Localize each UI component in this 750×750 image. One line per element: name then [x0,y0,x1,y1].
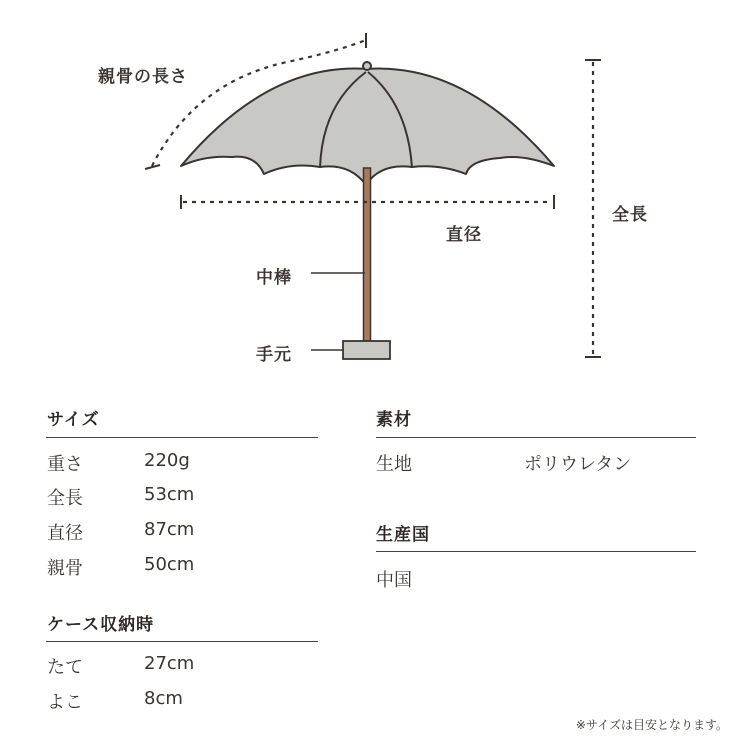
handle-label: 手元 [256,345,292,365]
origin-country: 中国 [376,570,412,591]
spec-row [47,519,317,549]
spec-row [47,484,317,514]
size-disclaimer-note: ※サイズは目安となります。 [575,718,728,732]
origin-section-title: 生産国 [376,525,430,545]
origin-divider [376,551,696,552]
spec-value: 50cm [144,554,195,575]
diameter-label: 直径 [446,225,482,245]
umbrella-handle [343,341,390,359]
material-section-title: 素材 [376,410,412,430]
spec-value: 87cm [144,519,195,540]
material-divider [376,437,696,438]
spec-key: 親骨 [47,558,83,579]
rib-length-label: 親骨の長さ [98,67,188,87]
umbrella-tip [363,62,371,70]
size-section-title: サイズ [47,410,100,430]
umbrella-shaft [364,168,371,344]
spec-row [47,688,317,718]
spec-value: 8cm [144,688,183,709]
spec-value: 53cm [144,484,195,505]
spec-row [47,554,317,584]
spec-key: たて [47,657,83,678]
spec-key: 全長 [47,488,83,509]
spec-value: 220g [144,450,190,471]
total-length-label: 全長 [612,205,648,225]
spec-key: 生地 [376,454,412,475]
origin-value [376,566,696,596]
shaft-label: 中棒 [256,268,292,288]
spec-value: ポリウレタン [524,454,632,475]
case-section-title: ケース収納時 [47,615,155,635]
spec-key: よこ [47,692,83,713]
size-divider [46,437,318,438]
spec-row [47,653,317,683]
spec-key: 重さ [47,454,83,475]
spec-row [376,450,696,480]
case-divider [46,641,318,642]
spec-key: 直径 [47,523,83,544]
spec-row [47,450,317,480]
spec-value: 27cm [144,653,195,674]
